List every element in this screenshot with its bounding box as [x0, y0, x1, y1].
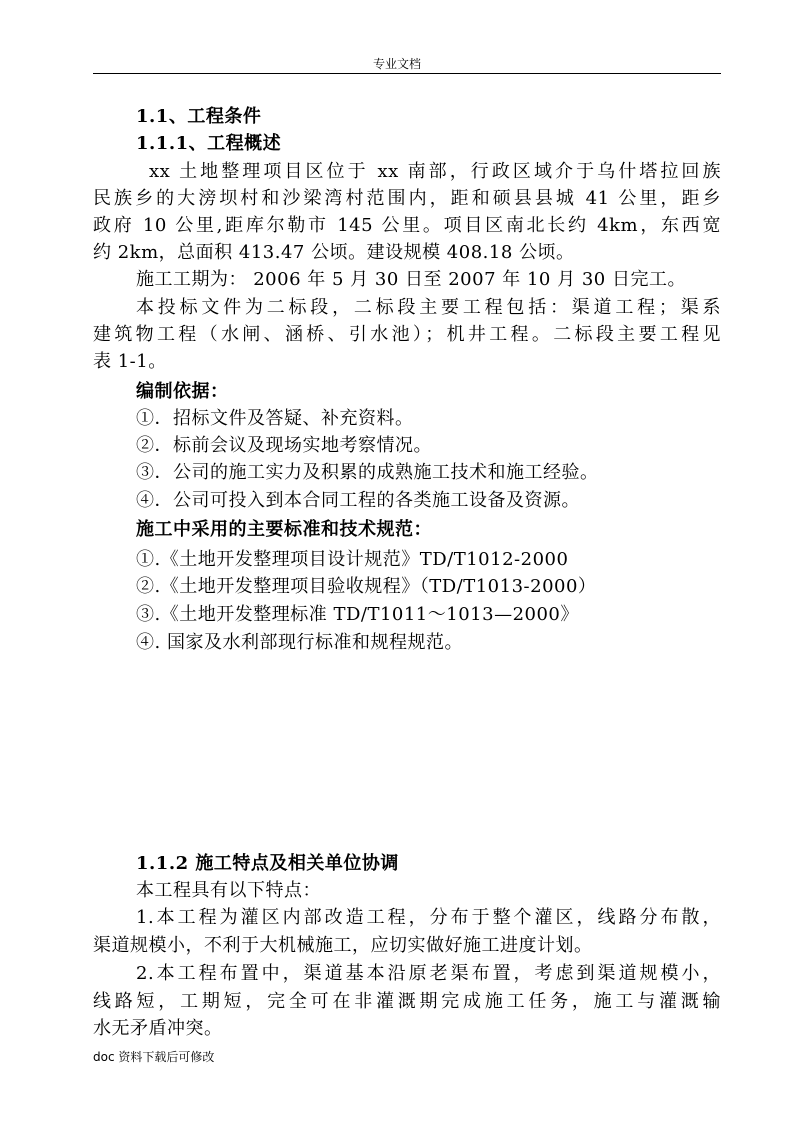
subsection-heading: 1.1.1、工程概述: [136, 133, 282, 154]
standards-item: ④. 国家及水利部现行标准和规程规范。: [136, 632, 463, 653]
features-intro: 本工程具有以下特点：: [136, 880, 321, 901]
basis-heading: 编制依据：: [136, 381, 229, 402]
subsection-heading-2: 1.1.2 施工特点及相关单位协调: [136, 853, 399, 874]
standards-item: ②.《土地开发整理项目验收规程》（TD/T1013-2000）: [136, 576, 597, 597]
overview-line: 政府 10 公里,距库尔勒市 145 公里。项目区南北长约 4km，东西宽: [93, 215, 721, 236]
standards-heading: 施工中采用的主要标准和技术规范：: [136, 519, 432, 540]
overview-line: 民族乡的大滂坝村和沙梁湾村范围内，距和硕县县城 41 公里，距乡: [93, 188, 721, 209]
feature-point-line: 水无矛盾冲突。: [93, 1018, 223, 1039]
section-heading: 1.1、工程条件: [136, 106, 262, 127]
overview-line: xx 土地整理项目区位于 xx 南部，行政区域介于乌什塔拉回族: [149, 161, 721, 182]
header-divider: [93, 73, 721, 74]
scope-line: 本投标文件为二标段，二标段主要工程包括：渠道工程；渠系: [136, 297, 721, 318]
header-title: 专业文档: [372, 57, 421, 71]
scope-line: 建筑物工程（水闸、涵桥、引水池）；机井工程。二标段主要工程见: [93, 324, 721, 345]
standards-item: ①.《土地开发整理项目设计规范》TD/T1012-2000: [136, 549, 569, 570]
basis-item: ①．招标文件及答疑、补充资料。: [136, 408, 414, 429]
feature-point-line: 1.本工程为灌区内部改造工程，分布于整个灌区，线路分布散，: [136, 907, 721, 928]
basis-item: ③．公司的施工实力及积累的成熟施工技术和施工经验。: [136, 462, 599, 483]
standards-item: ③.《土地开发整理标准 TD/T1011～1013—2000》: [136, 604, 579, 625]
feature-point-line: 线路短，工期短，完全可在非灌溉期完成施工任务，施工与灌溉输: [93, 991, 721, 1012]
basis-item: ②．标前会议及现场实地考察情况。: [136, 435, 432, 456]
footer-note: doc 资料下载后可修改: [93, 1050, 215, 1064]
overview-line: 约 2km，总面积 413.47 公顷。建设规模 408.18 公顷。: [93, 242, 575, 263]
construction-period: 施工工期为： 2006 年 5 月 30 日至 2007 年 10 月 30 日完工。: [136, 269, 686, 290]
basis-item: ④．公司可投入到本合同工程的各类施工设备及资源。: [136, 490, 580, 511]
feature-point-line: 2.本工程布置中，渠道基本沿原老渠布置，考虑到渠道规模小，: [136, 963, 721, 984]
scope-line: 表 1-1。: [93, 351, 167, 372]
feature-point-line: 渠道规模小，不利于大机械施工，应切实做好施工进度计划。: [93, 935, 593, 956]
